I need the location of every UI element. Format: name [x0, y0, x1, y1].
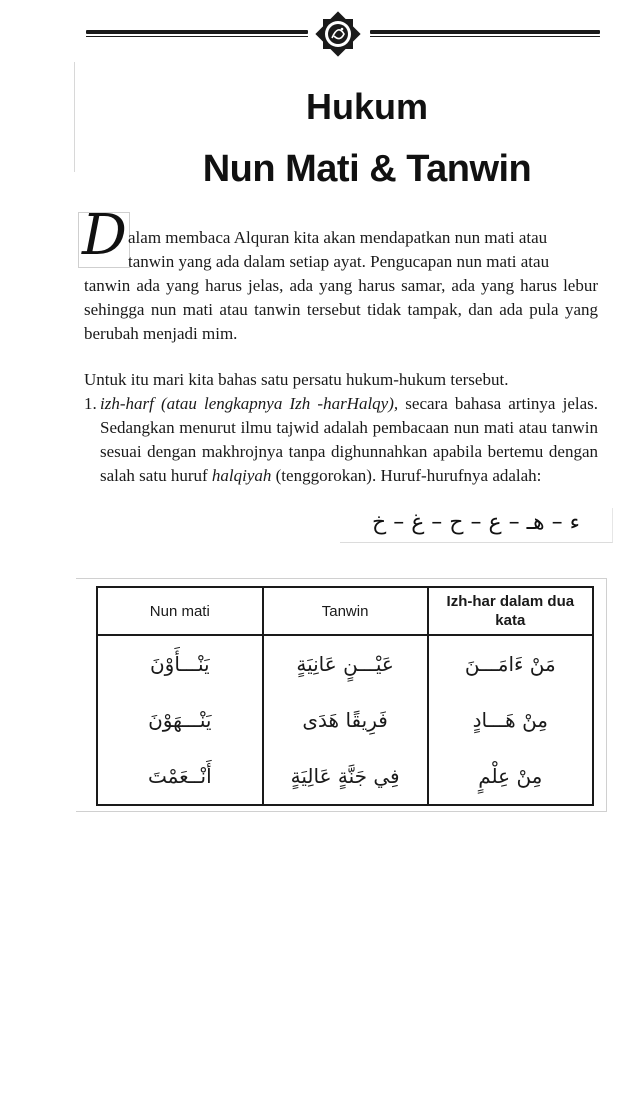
table-cell: يَنْـــأَوْنَ — [97, 635, 263, 692]
table-row — [97, 692, 593, 748]
halqi-letters: ء – هـ – ع – ح – غ – خ — [340, 508, 613, 543]
table-cell: يَنْـــهَوْنَ — [97, 692, 263, 748]
header-rule-right — [370, 30, 600, 34]
dropcap: D — [82, 203, 127, 268]
list-text-b: (tenggorokan). Huruf-hurufnya adalah: — [271, 466, 542, 485]
header-nun-mati: Nun mati — [97, 587, 263, 635]
header-rule-left-thin — [86, 36, 308, 37]
page-title-line2: Nun Mati & Tanwin — [202, 148, 532, 190]
intro-line1: alam membaca Alquran kita akan mendapatkan nun mati atau — [128, 228, 548, 247]
list-number: 1. — [84, 394, 97, 413]
list-body — [100, 392, 598, 488]
intro-line2: tanwin yang ada dalam setiap ayat. Pengucapan nun mati atau — [128, 252, 550, 271]
quran-emblem-icon — [312, 8, 364, 60]
table-cell: عَيْـــنٍ عَانِيَةٍ — [263, 635, 428, 692]
table-cell: مِنْ هَـــادٍ — [428, 692, 593, 748]
table-cell: فِي جَنَّةٍ عَالِيَةٍ — [263, 748, 428, 805]
header-tanwin: Tanwin — [263, 587, 428, 635]
header-rule-left — [86, 30, 308, 34]
table-cell: مِنْ عِلْمٍ — [428, 748, 593, 805]
header-izhhar-dua-kata: Izh-har dalam dua kata — [428, 587, 593, 635]
table-row — [97, 748, 593, 805]
intro-rest: tanwin ada yang harus jelas, ada yang harus samar, ada yang harus lebur sehingga nun mati atau tanwin tersebut tidak tampak, dan ada pula yang berubah menjadi mim. — [84, 276, 598, 343]
page-title-line1: Hukum — [305, 86, 428, 127]
examples-table — [96, 586, 594, 806]
term-halqiyah: halqiyah — [211, 466, 272, 485]
term-izhhar: izh-harf (atau lengkapnya Izh -harHalqy), — [100, 394, 399, 413]
table-cell: مَنْ ءَامَـــنَ — [428, 635, 593, 692]
table-cell: فَرِيقًا هَدَى — [263, 692, 428, 748]
table-row — [97, 635, 593, 692]
table-cell: أَنْــعَمْتَ — [97, 748, 263, 805]
list-text-a: secara bahasa artinya jelas. Sedangkan menurut ilmu tajwid adalah pembacaan nun mati atau tanwin sesuai dengan makhrojnya tanpa dighunnahkan apabila bertemu dengan salah satu huruf — [100, 394, 598, 485]
table-header-row — [97, 587, 593, 635]
header-rule-right-thin — [370, 36, 600, 37]
intro2-paragraph: Untuk itu mari kita bahas satu persatu hukum-hukum tersebut. — [84, 370, 509, 389]
